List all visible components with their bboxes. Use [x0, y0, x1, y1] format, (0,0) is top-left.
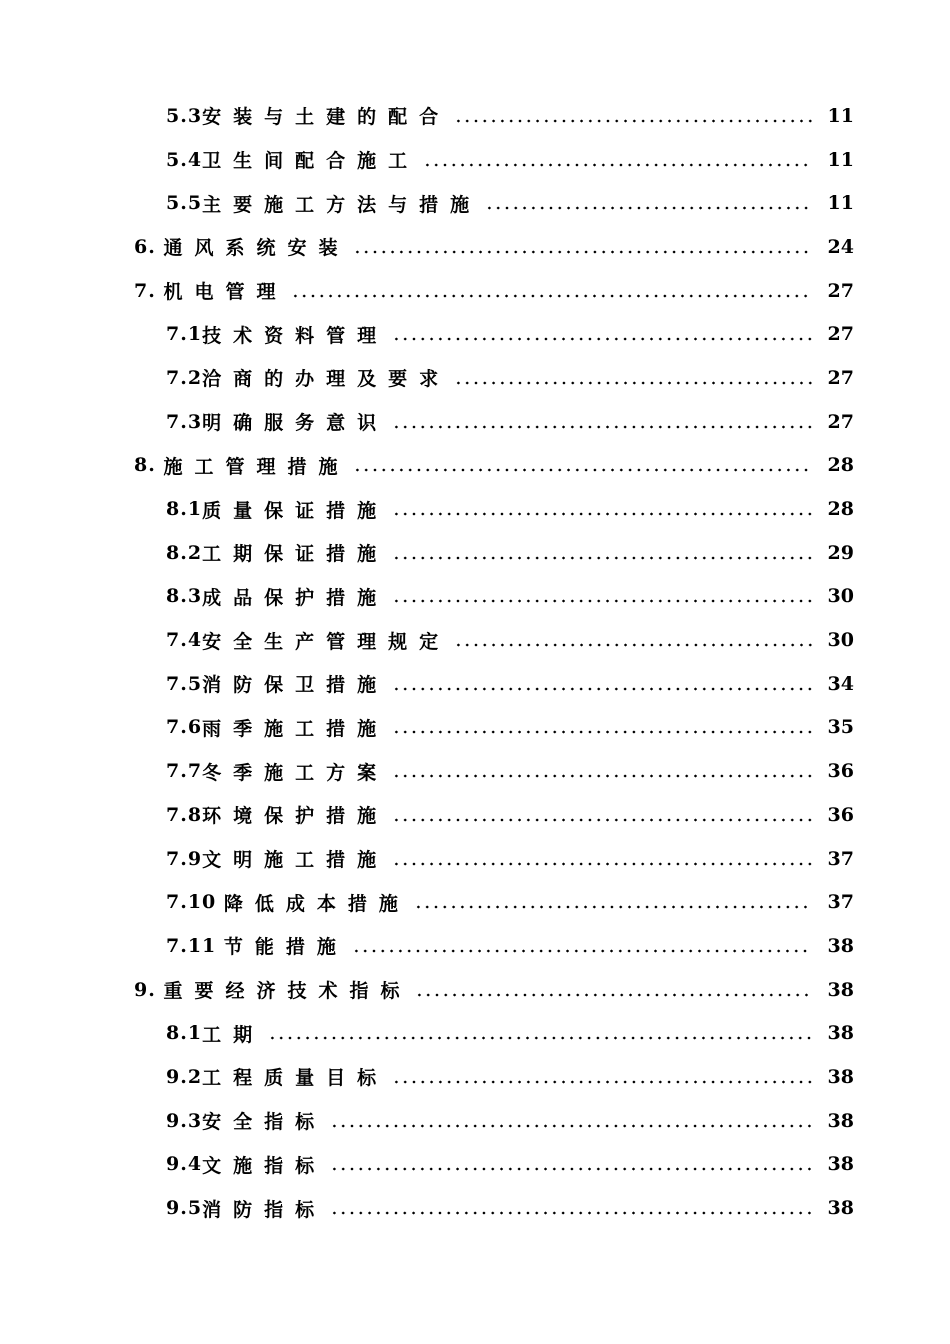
toc-entry[interactable] [0, 880, 950, 924]
toc-entry-number: 7.5 [166, 672, 203, 695]
toc-entry-title: 洽商的办理及要求 [202, 368, 451, 391]
toc-entry[interactable] [0, 706, 950, 750]
dot-leader [392, 730, 812, 734]
dot-leader [268, 1036, 812, 1040]
toc-entry-title: 技术资料管理 [202, 324, 389, 347]
toc-entry-number: 7.4 [166, 629, 203, 652]
toc-entry-page-number: 37 [827, 891, 854, 914]
toc-entry-number: 7.6 [166, 716, 203, 739]
toc-entry[interactable] [0, 1143, 950, 1187]
toc-entry[interactable] [0, 1011, 950, 1055]
toc-entry[interactable] [0, 356, 950, 400]
toc-entry-page-number: 36 [827, 803, 854, 826]
toc-entry-number: 7.7 [166, 760, 203, 783]
dot-leader [353, 468, 812, 472]
toc-entry-title: 工期 [202, 1023, 265, 1046]
toc-entry-number: 7.8 [166, 803, 203, 826]
toc-entry-page-number: 38 [827, 1065, 854, 1088]
toc-entry-page-number: 38 [827, 978, 854, 1001]
toc-entry-page-number: 11 [827, 192, 854, 215]
toc-entry[interactable] [0, 575, 950, 619]
toc-entry-title: 通风系统安装 [163, 237, 350, 260]
toc-entry-title: 消防保卫措施 [202, 674, 389, 697]
toc-entry[interactable] [0, 181, 950, 225]
toc-entry[interactable] [0, 1099, 950, 1143]
toc-entry-page-number: 37 [827, 847, 854, 870]
toc-entry[interactable] [0, 531, 950, 575]
toc-entry[interactable] [0, 749, 950, 793]
dot-leader [423, 163, 812, 167]
toc-entry-page-number: 28 [827, 454, 854, 477]
toc-entry-title: 主要施工方法与措施 [202, 193, 482, 216]
toc-entry-title: 机电管理 [163, 281, 288, 304]
toc-entry-number: 9.3 [166, 1109, 203, 1132]
toc-entry-page-number: 38 [827, 1197, 854, 1220]
toc-entry-title: 卫生间配合施工 [202, 150, 420, 173]
toc-entry-page-number: 38 [827, 934, 854, 957]
toc-entry-title: 安全指标 [202, 1111, 327, 1134]
dot-leader [330, 1167, 812, 1171]
toc-entry-number: 8.3 [166, 585, 203, 608]
toc-entry-number: 5.5 [166, 192, 203, 215]
dot-leader [392, 687, 812, 691]
toc-entry[interactable] [0, 1186, 950, 1230]
toc-entry-number: 8.1 [166, 498, 203, 521]
toc-entry-page-number: 27 [827, 323, 854, 346]
toc-entry-number: 7.3 [166, 410, 203, 433]
toc-entry-page-number: 35 [827, 716, 854, 739]
dot-leader [392, 599, 812, 603]
toc-entry[interactable] [0, 968, 950, 1012]
toc-entry[interactable] [0, 138, 950, 182]
toc-entry[interactable] [0, 312, 950, 356]
dot-leader [392, 512, 812, 516]
toc-entry-number: 8.2 [166, 541, 203, 564]
toc-entry-title: 冬季施工方案 [202, 761, 389, 784]
toc-entry[interactable] [0, 837, 950, 881]
toc-entry-title: 质量保证措施 [202, 499, 389, 522]
toc-entry-page-number: 11 [827, 148, 854, 171]
toc-entry-number: 9.2 [166, 1065, 203, 1088]
toc-entry-number: 7.9 [166, 847, 203, 870]
toc-entry-page-number: 27 [827, 410, 854, 433]
dot-leader [392, 337, 812, 341]
dot-leader [415, 993, 812, 997]
dot-leader [352, 949, 812, 953]
toc-entry-title: 文施指标 [202, 1154, 327, 1177]
toc-entry[interactable] [0, 487, 950, 531]
toc-entry[interactable] [0, 618, 950, 662]
toc-entry[interactable] [0, 269, 950, 313]
toc-entry-page-number: 11 [827, 104, 854, 127]
dot-leader [414, 905, 812, 909]
dot-leader [291, 294, 812, 298]
toc-entry-title: 消防指标 [202, 1198, 327, 1221]
toc-entry-title: 重要经济技术指标 [163, 980, 412, 1003]
toc-entry-title: 工程质量目标 [202, 1067, 389, 1090]
toc-entry-title: 节能措施 [223, 936, 348, 959]
dot-leader [330, 1211, 812, 1215]
dot-leader [392, 774, 812, 778]
toc-entry-title: 明确服务意识 [202, 412, 389, 435]
table-of-contents [0, 94, 950, 1230]
toc-entry-page-number: 38 [827, 1153, 854, 1176]
toc-entry-page-number: 27 [827, 366, 854, 389]
toc-entry-title: 雨季施工措施 [202, 717, 389, 740]
dot-leader [392, 556, 812, 560]
toc-entry-page-number: 24 [827, 235, 854, 258]
toc-entry[interactable] [0, 1055, 950, 1099]
toc-entry-number: 8. [134, 454, 164, 477]
toc-entry-title: 施工管理措施 [163, 455, 350, 478]
toc-entry-number: 9.4 [166, 1153, 203, 1176]
toc-entry-title: 降低成本措施 [223, 892, 410, 915]
toc-entry[interactable] [0, 793, 950, 837]
dot-leader [392, 1080, 812, 1084]
toc-entry-page-number: 30 [827, 629, 854, 652]
dot-leader [392, 862, 812, 866]
toc-entry-number: 7.10 [166, 891, 224, 914]
toc-entry[interactable] [0, 444, 950, 488]
toc-entry-number: 9. [134, 978, 164, 1001]
toc-entry-title: 安装与土建的配合 [202, 106, 451, 129]
toc-entry-number: 7.11 [166, 934, 224, 957]
toc-entry-number: 5.3 [166, 104, 203, 127]
toc-entry[interactable] [0, 662, 950, 706]
toc-entry-page-number: 30 [827, 585, 854, 608]
toc-entry-title: 安全生产管理规定 [202, 630, 451, 653]
toc-entry-title: 工期保证措施 [202, 543, 389, 566]
toc-entry[interactable] [0, 94, 950, 138]
toc-entry-number: 6. [134, 235, 164, 258]
toc-entry-title: 文明施工措施 [202, 849, 389, 872]
toc-entry-number: 9.5 [166, 1197, 203, 1220]
toc-entry-number: 8.1 [166, 1022, 203, 1045]
dot-leader [392, 425, 812, 429]
toc-entry[interactable] [0, 924, 950, 968]
dot-leader [392, 818, 812, 822]
toc-entry-page-number: 34 [827, 672, 854, 695]
toc-entry-page-number: 28 [827, 498, 854, 521]
toc-entry-page-number: 27 [827, 279, 854, 302]
toc-entry[interactable] [0, 400, 950, 444]
toc-entry-page-number: 38 [827, 1022, 854, 1045]
toc-entry-number: 5.4 [166, 148, 203, 171]
toc-entry-number: 7.1 [166, 323, 203, 346]
toc-entry-title: 环境保护措施 [202, 805, 389, 828]
toc-entry-number: 7.2 [166, 366, 203, 389]
toc-entry-number: 7. [134, 279, 164, 302]
toc-entry-page-number: 36 [827, 760, 854, 783]
dot-leader [330, 1124, 812, 1128]
toc-entry-page-number: 29 [827, 541, 854, 564]
dot-leader [353, 250, 812, 254]
toc-entry[interactable] [0, 225, 950, 269]
toc-entry-title: 成品保护措施 [202, 586, 389, 609]
toc-entry-page-number: 38 [827, 1109, 854, 1132]
